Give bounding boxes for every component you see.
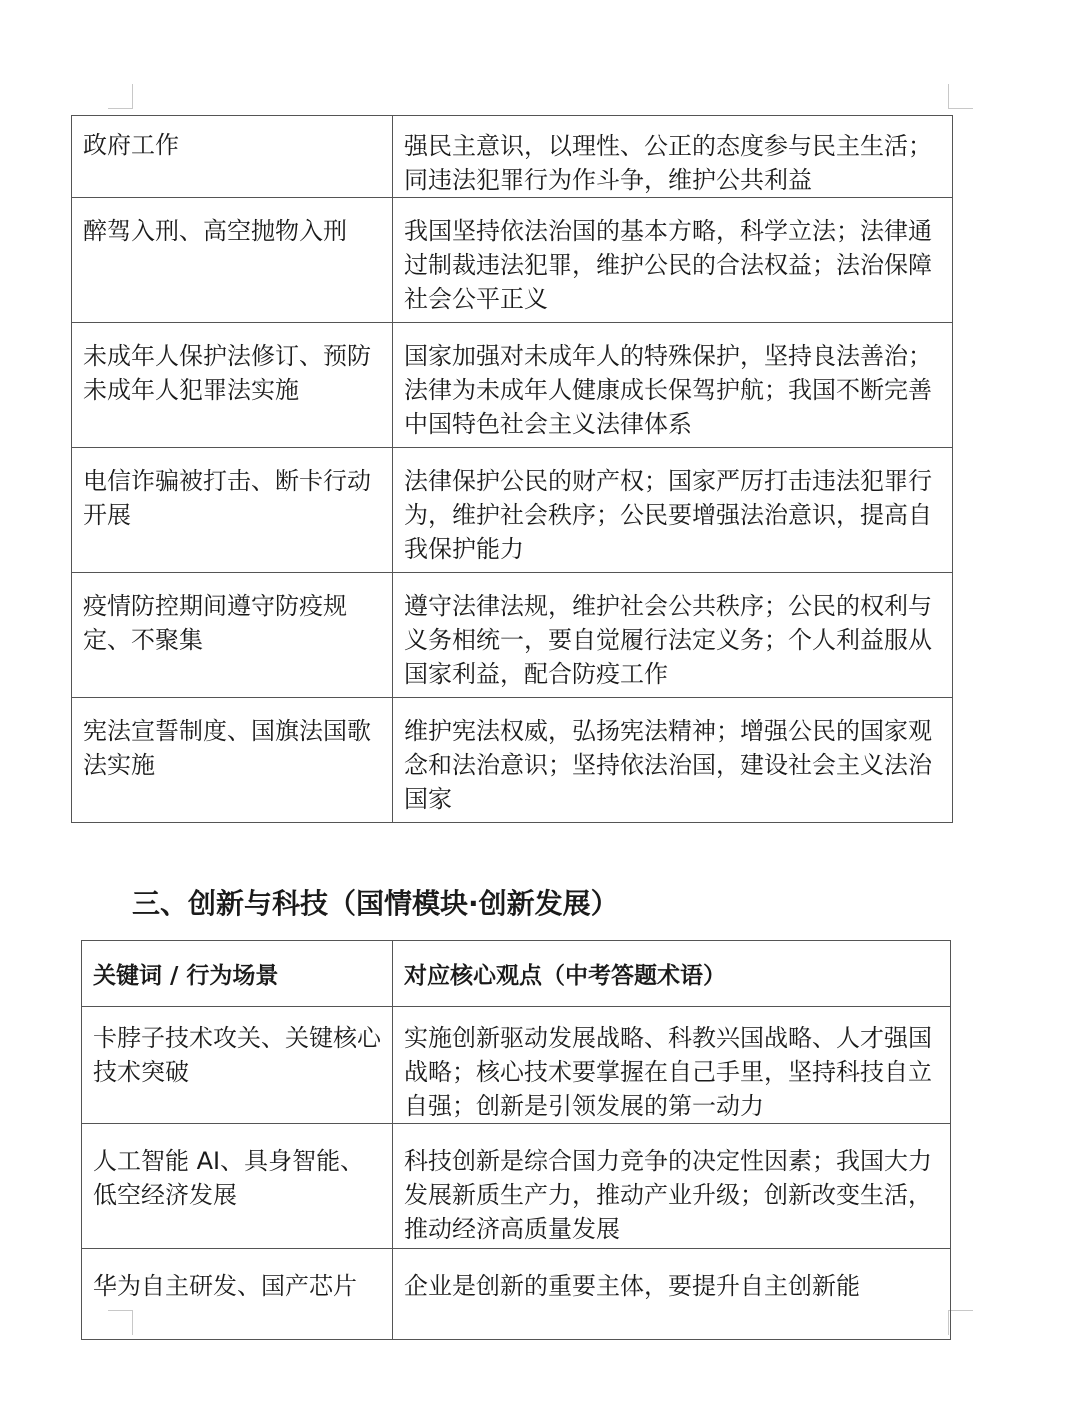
- table-row: [72, 448, 953, 573]
- table-row: [82, 1249, 951, 1340]
- viewpoint-cell: 维护宪法权威，弘扬宪法精神；增强公民的国家观念和法治意识；坚持依法治国，建设社会主义法治国家: [393, 698, 953, 823]
- viewpoint-cell: 企业是创新的重要主体，要提升自主创新能: [393, 1249, 951, 1340]
- keyword-cell: 疫情防控期间遵守防疫规定、不聚集: [72, 573, 393, 698]
- keyword-cell: 政府工作: [72, 116, 393, 198]
- keyword-cell: 电信诈骗被打击、断卡行动开展: [72, 448, 393, 573]
- viewpoint-cell: 遵守法律法规，维护社会公共秩序；公民的权利与义务相统一，要自觉履行法定义务；个人利益服从国家利益，配合防疫工作: [393, 573, 953, 698]
- viewpoint-cell: 强民主意识，以理性、公正的态度参与民主生活；同违法犯罪行为作斗争，维护公共利益: [393, 116, 953, 198]
- table-row: [72, 573, 953, 698]
- section-heading: 三、创新与科技（国情模块·创新发展）: [132, 887, 619, 920]
- keyword-cell: 宪法宣誓制度、国旗法国歌法实施: [72, 698, 393, 823]
- innovation-table: [81, 940, 951, 1340]
- crop-mark-top-left: [108, 84, 133, 109]
- table-header-row: [82, 941, 951, 1007]
- viewpoint-cell: 我国坚持依法治国的基本方略，科学立法；法律通过制裁违法犯罪，维护公民的合法权益；法治保障社会公平正义: [393, 198, 953, 323]
- table-row: [82, 1007, 951, 1124]
- table-row: [72, 698, 953, 823]
- viewpoint-cell: 法律保护公民的财产权；国家严厉打击违法犯罪行为，维护社会秩序；公民要增强法治意识，提高自我保护能力: [393, 448, 953, 573]
- keyword-cell: 华为自主研发、国产芯片: [82, 1249, 393, 1340]
- keyword-cell: 人工智能 AI、具身智能、低空经济发展: [82, 1124, 393, 1249]
- keyword-cell: 未成年人保护法修订、预防未成年人犯罪法实施: [72, 323, 393, 448]
- viewpoint-cell: 实施创新驱动发展战略、科教兴国战略、人才强国战略；核心技术要掌握在自己手里，坚持科技自立自强；创新是引领发展的第一动力: [393, 1007, 951, 1124]
- viewpoint-cell: 国家加强对未成年人的特殊保护，坚持良法善治；法律为未成年人健康成长保驾护航；我国不断完善中国特色社会主义法律体系: [393, 323, 953, 448]
- keyword-cell: 卡脖子技术攻关、关键核心技术突破: [82, 1007, 393, 1124]
- keyword-cell: 醉驾入刑、高空抛物入刑: [72, 198, 393, 323]
- header-viewpoint: 对应核心观点（中考答题术语）: [393, 941, 951, 1007]
- viewpoint-cell: 科技创新是综合国力竞争的决定性因素；我国大力发展新质生产力，推动产业升级；创新改变生活，推动经济高质量发展: [393, 1124, 951, 1249]
- crop-mark-bottom-right: [948, 1310, 973, 1335]
- table-row: [72, 323, 953, 448]
- table-row: [72, 198, 953, 323]
- header-keyword: 关键词 / 行为场景: [82, 941, 393, 1007]
- table-row: [82, 1124, 951, 1249]
- crop-mark-top-right: [948, 84, 973, 109]
- rule-of-law-table: [71, 115, 953, 823]
- table-row: [72, 116, 953, 198]
